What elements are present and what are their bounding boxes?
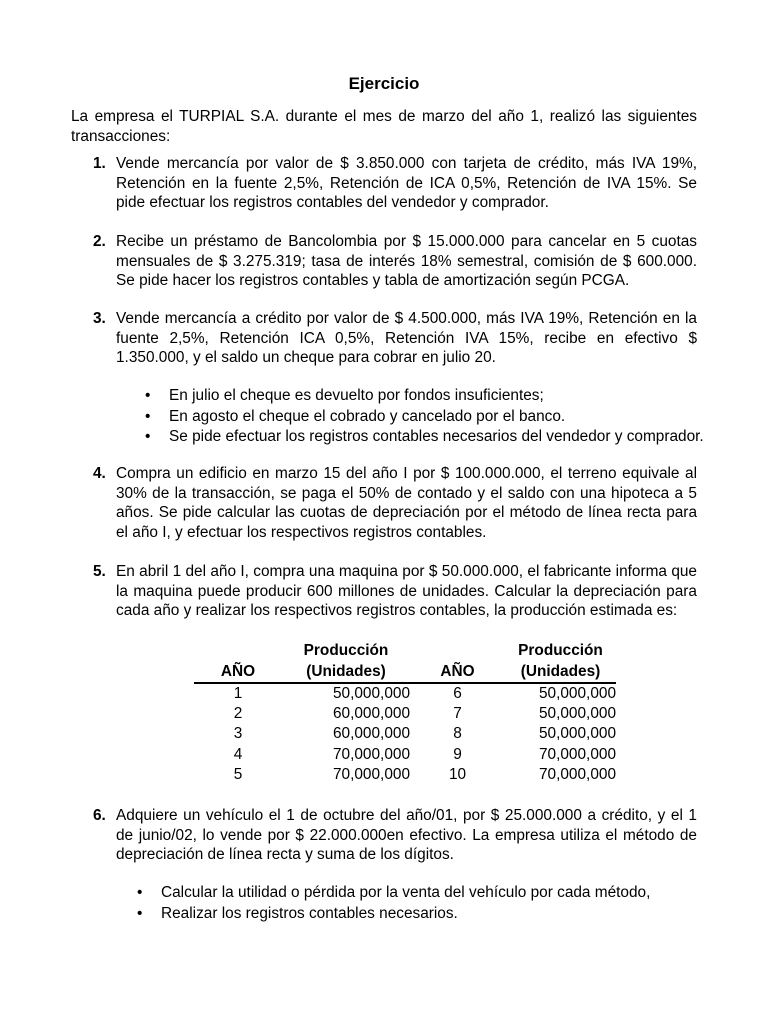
table-cell: 6 bbox=[453, 685, 462, 702]
table-cell: 7 bbox=[453, 705, 462, 723]
table-cell: 50,000,000 bbox=[332, 685, 410, 702]
item-text: Recibe un préstamo de Bancolombia por $ 15.000.000 para cancelar en 5 cuotas mensuales de $ 3.275.319; tasa de interés 18% semestral, comisión de $ 600.000. Se pide hacer los registros contables y tabla de amortización según PCGA. bbox=[116, 233, 697, 290]
bullet-icon: • bbox=[137, 884, 143, 901]
exercise-item-6 bbox=[71, 806, 697, 865]
table-row bbox=[194, 683, 616, 704]
table-cell: 5 bbox=[233, 765, 243, 783]
table-cell: 1 bbox=[233, 685, 243, 702]
list-item-text: Calcular la utilidad o pérdida por la venta del vehículo por cada método, bbox=[161, 884, 651, 901]
list-item-text: Se pide efectuar los registros contables necesarios del vendedor y comprador. bbox=[169, 428, 704, 445]
table-cell: 60,000,000 bbox=[332, 725, 410, 743]
exercise-item-5 bbox=[71, 562, 697, 621]
item-number: 5. bbox=[93, 563, 106, 580]
item-text: Adquiere un vehículo el 1 de octubre del año/01, por $ 25.000.000 a crédito, y el 1 de junio/02, lo vende por $ 22.000.000en efectivo. La empresa utiliza el método de depreciación de línea recta y suma de los dígitos. bbox=[116, 807, 697, 864]
header-unidades-2: (Unidades) bbox=[505, 662, 616, 684]
exercise-item-3 bbox=[71, 309, 697, 368]
table-row bbox=[194, 765, 616, 785]
header-ano-1: AÑO bbox=[194, 662, 282, 684]
table-cell: 70,000,000 bbox=[332, 765, 410, 783]
item-text: Compra un edificio en marzo 15 del año I por $ 100.000.000, el terreno equivale al 30% de la transacción, se paga el 50% de contado y el saldo con una hipoteca a 5 años. Se pide calcular las cuotas de depreciación por el método de línea recta para el año I, y efectuar los respectivos registros contables. bbox=[116, 465, 697, 541]
item-number: 1. bbox=[93, 155, 106, 172]
table-cell: 8 bbox=[453, 725, 462, 743]
list-item bbox=[137, 904, 697, 925]
table-row bbox=[194, 745, 616, 765]
list-item bbox=[145, 427, 705, 448]
list-item-text: En agosto el cheque el cobrado y cancelado por el banco. bbox=[169, 407, 566, 425]
header-ano-2: AÑO bbox=[410, 662, 505, 684]
header-produccion-2: Producción bbox=[518, 642, 603, 659]
list-item-text: En julio el cheque es devuelto por fondos insuficientes; bbox=[169, 387, 544, 404]
table-cell: 50,000,000 bbox=[538, 685, 616, 702]
item-number: 2. bbox=[93, 233, 106, 250]
table-cell: 4 bbox=[233, 745, 243, 763]
table-row bbox=[194, 724, 616, 744]
list-item-text: Realizar los registros contables necesarios. bbox=[161, 904, 458, 922]
item-text: Vende mercancía por valor de $ 3.850.000 con tarjeta de crédito, más IVA 19%, Retención en la fuente 2,5%, Retención de ICA 0,5%, Retención de IVA 15%. Se pide efectuar los registros contables del vendedor y comprador. bbox=[116, 155, 697, 212]
table-header-row bbox=[194, 662, 616, 684]
item-number: 6. bbox=[93, 807, 106, 824]
table-cell: 50,000,000 bbox=[538, 725, 616, 743]
exercise-item-2 bbox=[71, 232, 697, 291]
table-cell: 70,000,000 bbox=[332, 745, 410, 763]
production-table bbox=[194, 641, 616, 785]
exercise-item-4 bbox=[71, 464, 697, 542]
table-cell: 10 bbox=[448, 765, 467, 783]
bullet-icon: • bbox=[145, 407, 151, 425]
list-item bbox=[145, 386, 705, 407]
item-number: 4. bbox=[93, 465, 106, 482]
table-cell: 60,000,000 bbox=[332, 705, 410, 723]
item-number: 3. bbox=[93, 310, 106, 327]
page-title: Ejercicio bbox=[348, 74, 420, 93]
list-item bbox=[145, 407, 705, 428]
intro-paragraph: La empresa el TURPIAL S.A. durante el mes de marzo del año 1, realizó las siguientes transacciones: bbox=[71, 108, 697, 145]
table-cell: 70,000,000 bbox=[538, 765, 616, 783]
item-3-bullet-list bbox=[145, 386, 705, 448]
list-item bbox=[137, 883, 697, 904]
table-row bbox=[194, 704, 616, 724]
table-header-row bbox=[194, 641, 616, 662]
bullet-icon: • bbox=[137, 904, 143, 922]
item-text: En abril 1 del año I, compra una maquina por $ 50.000.000, el fabricante informa que la maquina puede producir 600 millones de unidades. Calcular la depreciación para cada año y realizar los respectivos registros contables, la producción estimada es: bbox=[116, 563, 697, 620]
table-cell: 3 bbox=[233, 725, 243, 743]
exercise-item-1 bbox=[71, 154, 697, 213]
table-cell: 70,000,000 bbox=[538, 745, 616, 763]
table-cell: 2 bbox=[233, 705, 243, 723]
header-produccion-1: Producción bbox=[303, 642, 389, 659]
table-cell: 50,000,000 bbox=[538, 705, 616, 723]
item-6-bullet-list bbox=[137, 883, 697, 924]
bullet-icon: • bbox=[145, 387, 151, 404]
bullet-icon: • bbox=[145, 428, 151, 445]
header-unidades-1: (Unidades) bbox=[282, 662, 410, 684]
item-text: Vende mercancía a crédito por valor de $ 4.500.000, más IVA 19%, Retención en la fuente 2,5%, Retención ICA 0,5%, Retención IVA 15%, recibe en efectivo $ 1.350.000, y el saldo un cheque para cobrar en julio 20. bbox=[116, 310, 697, 367]
table-cell: 9 bbox=[453, 745, 462, 763]
